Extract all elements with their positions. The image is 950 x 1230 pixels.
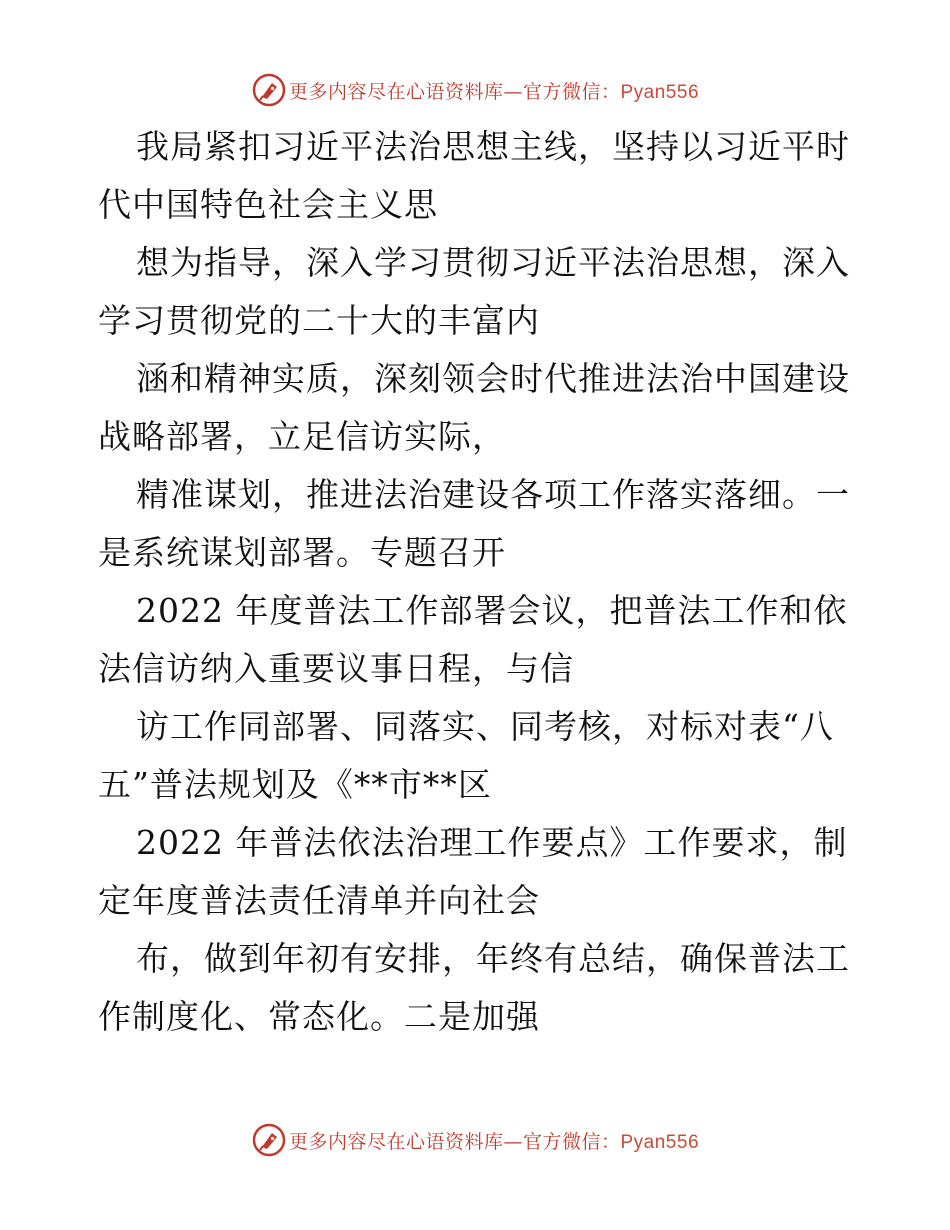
paragraph-line-2: 作制度化、常态化。二是加强 <box>98 997 540 1036</box>
paragraph <box>98 466 858 582</box>
paragraph <box>98 350 858 466</box>
paragraph-line-2: 是系统谋划部署。专题召开 <box>98 533 506 572</box>
watermark-banner-top <box>0 70 950 110</box>
paragraph-line-2: 定年度普法责任清单并向社会 <box>98 881 540 920</box>
pen-nib-logo-icon <box>251 72 287 108</box>
wechat-id: Pyan556 <box>620 81 700 103</box>
paragraph-line-1: 想为指导，深入学习贯彻习近平法治思想，深入 <box>136 243 850 282</box>
pen-nib-logo-icon <box>251 1122 287 1158</box>
watermark-banner-bottom <box>0 1120 950 1160</box>
paragraph-line-2: 五”普法规划及《**市**区 <box>98 765 492 804</box>
watermark-text: 更多内容尽在心语资料库—官方微信：Pyan556 <box>288 1130 700 1153</box>
paragraph <box>98 582 858 698</box>
paragraph-line-1: 访工作同部署、同落实、同考核，对标对表“八 <box>136 707 834 746</box>
paragraph-line-2: 战略部署，立足信访实际， <box>98 417 506 456</box>
paragraph-line-1: 涵和精神实质，深刻领会时代推进法治中国建设 <box>136 359 850 398</box>
paragraph-line-1: 2022 年度普法工作部署会议，把普法工作和依 <box>136 591 848 630</box>
paragraph-line-1: 布，做到年初有安排，年终有总结，确保普法工 <box>136 939 850 978</box>
paragraph-line-2: 法信访纳入重要议事日程，与信 <box>98 649 574 688</box>
wechat-id: Pyan556 <box>620 1131 700 1153</box>
paragraph-line-1: 我局紧扣习近平法治思想主线，坚持以习近平时 <box>136 127 850 166</box>
paragraph-line-1: 精准谋划，推进法治建设各项工作落实落细。一 <box>136 475 850 514</box>
paragraph <box>98 814 858 930</box>
document-body <box>98 118 858 1046</box>
paragraph <box>98 234 858 350</box>
paragraph-line-1: 2022 年普法依法治理工作要点》工作要求，制 <box>136 823 848 862</box>
paragraph <box>98 698 858 814</box>
paragraph-line-2: 代中国特色社会主义思 <box>98 185 438 224</box>
paragraph <box>98 118 858 234</box>
paragraph <box>98 930 858 1046</box>
watermark-text: 更多内容尽在心语资料库—官方微信：Pyan556 <box>288 80 700 103</box>
paragraph-line-2: 学习贯彻党的二十大的丰富内 <box>98 301 540 340</box>
